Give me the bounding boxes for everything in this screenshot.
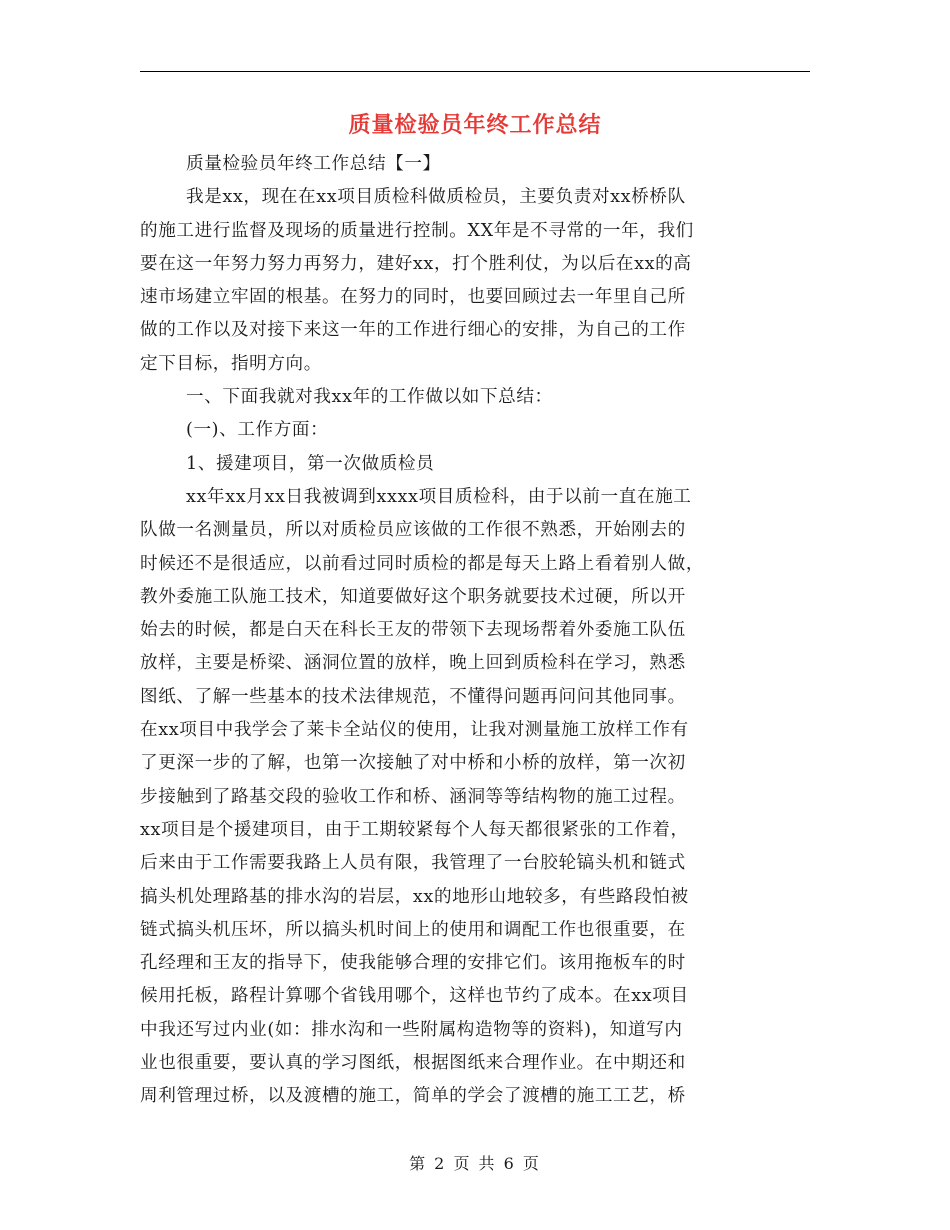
text-line: 链式搞头机压坏，所以搞头机时间上的使用和调配工作也很重要，在 — [140, 919, 686, 940]
text-line: 在xx项目中我学会了莱卡全站仪的使用，让我对测量施工放样工作有 — [140, 720, 689, 741]
text-line: (一)、工作方面： — [186, 420, 329, 441]
text-line: 队做一名测量员，所以对质检员应该做的工作很不熟悉，开始刚去的 — [140, 520, 686, 541]
text-line: 搞头机处理路基的排水沟的岩层，xx的地形山地较多，有些路段怕被 — [140, 886, 689, 907]
text-line: 步接触到了路基交段的验收工作和桥、涵洞等等结构物的施工过程。 — [140, 786, 686, 807]
page-footer: 第 2 页 共 6 页 — [409, 1154, 541, 1173]
text-line: 时候还不是很适应，以前看过同时质检的都是每天上路上看着别人做， — [140, 553, 705, 574]
document-title: 质量检验员年终工作总结 — [348, 113, 602, 138]
text-line: 周利管理过桥，以及渡槽的施工，简单的学会了渡槽的施工工艺，桥 — [140, 1086, 686, 1107]
text-line: 定下目标，指明方向。 — [140, 353, 322, 374]
text-line: 速市场建立牢固的根基。在努力的同时，也要回顾过去一年里自己所 — [140, 287, 686, 308]
text-line: 孔经理和王友的指导下，使我能够合理的安排它们。该用拖板车的时 — [140, 953, 686, 974]
text-line: 了更深一步的了解，也第一次接触了对中桥和小桥的放样，第一次初 — [140, 753, 686, 774]
text-line: 质量检验员年终工作总结【一】 — [186, 154, 441, 174]
text-line: 始去的时候，都是白天在科长王友的带领下去现场帮着外委施工队伍 — [140, 620, 686, 641]
header-rule — [140, 71, 810, 72]
text-line: 的施工进行监督及现场的质量进行控制。XX年是不寻常的一年，我们 — [140, 220, 694, 241]
text-line: 要在这一年努力努力再努力，建好xx，打个胜利仗，为以后在xx的高 — [140, 253, 692, 274]
text-line: 中我还写过内业(如：排水沟和一些附属构造物等的资料)，知道写内 — [140, 1019, 683, 1040]
text-line: 一、下面我就对我xx年的工作做以如下总结： — [186, 387, 553, 408]
text-line: 教外委施工队施工技术，知道要做好这个职务就要技术过硬，所以开 — [140, 586, 686, 607]
text-line: 我是xx，现在在xx项目质检科做质检员，主要负责对xx桥桥队 — [186, 187, 686, 208]
text-line: xx项目是个援建项目，由于工期较紧每个人每天都很紧张的工作着， — [140, 819, 689, 840]
text-line: 业也很重要，要认真的学习图纸，根据图纸来合理作业。在中期还和 — [140, 1053, 686, 1074]
text-line: 做的工作以及对接下来这一年的工作进行细心的安排，为自己的工作 — [140, 320, 686, 341]
text-line: 候用托板，路程计算哪个省钱用哪个，这样也节约了成本。在xx项目 — [140, 986, 689, 1007]
text-line: 放样，主要是桥梁、涵洞位置的放样，晚上回到质检科在学习，熟悉 — [140, 653, 686, 674]
document-body — [140, 148, 820, 1114]
text-line: xx年xx月xx日我被调到xxxx项目质检科，由于以前一直在施工 — [186, 486, 692, 507]
text-line: 后来由于工作需要我路上人员有限，我管理了一台胶轮镐头机和链式 — [140, 853, 686, 874]
text-line: 图纸、了解一些基本的技术法律规范，不懂得问题再问问其他同事。 — [140, 686, 686, 707]
text-line: 1、援建项目，第一次做质检员 — [186, 453, 435, 474]
